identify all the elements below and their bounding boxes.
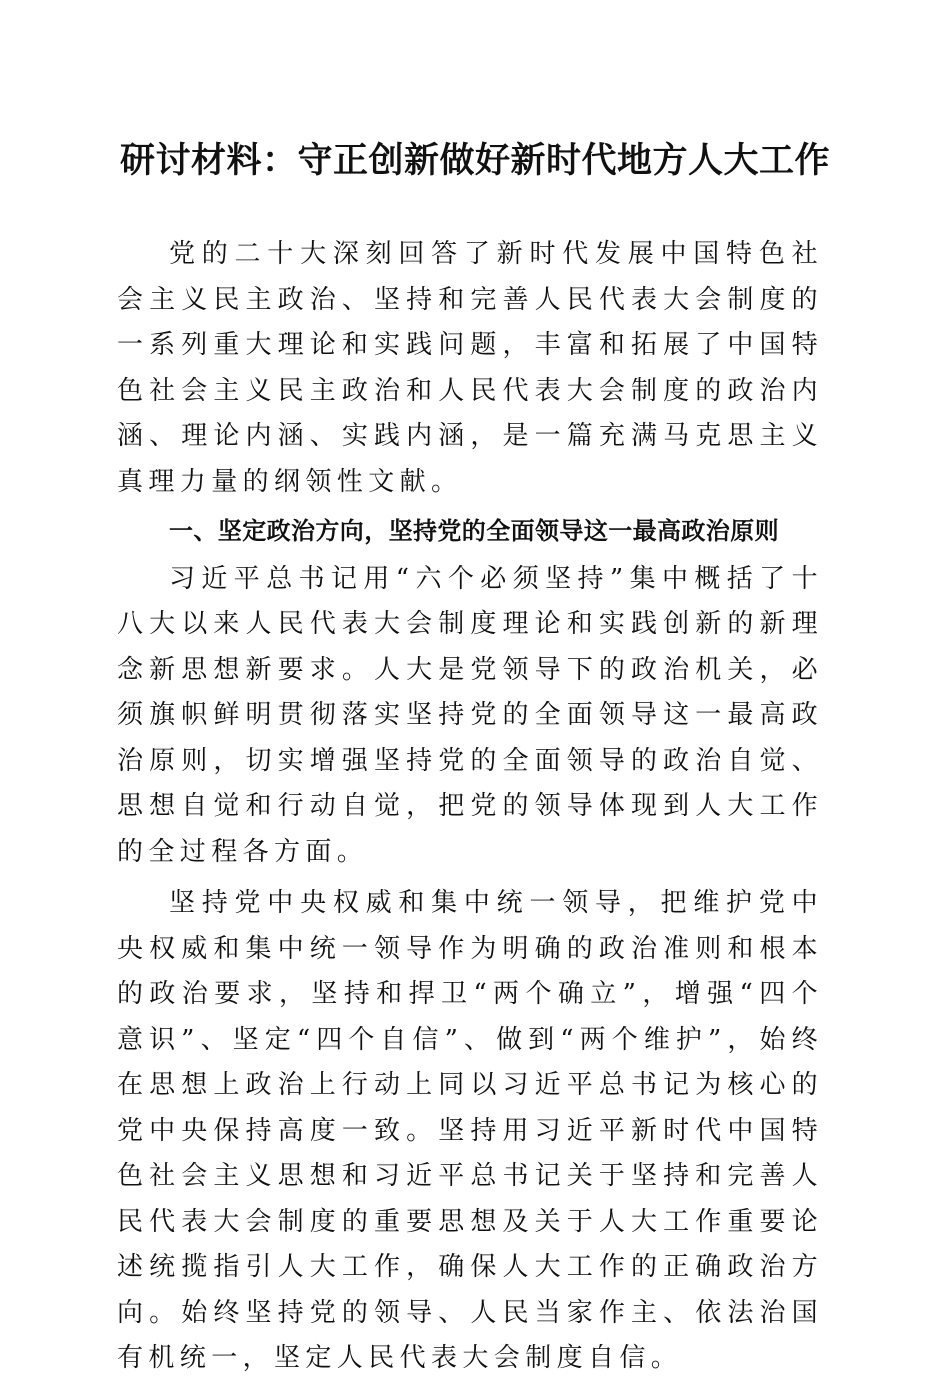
intro-paragraph: 党的二十大深刻回答了新时代发展中国特色社会主义民主政治、坚持和完善人民代表大会制度的一系列重大理论和实践问题，丰富和拓展了中国特色社会主义民主政治和人民代表大会制度的政治内涵、理论内涵、实践内涵，是一篇充满马克思主义真理力量的纲领性文献。 — [117, 239, 823, 497]
document-body — [117, 232, 823, 1384]
body-paragraph-2: 坚持党中央权威和集中统一领导，把维护党中央权威和集中统一领导作为明确的政治准则和根本的政治要求，坚持和捍卫“两个确立”，增强“四个意识”、坚定“四个自信”、做到“两个维护”，始终在思想上政治上行动上同以习近平总书记为核心的党中央保持高度一致。坚持用习近平新时代中国特色社会主义思想和习近平总书记关于坚持和完善人民代表大会制度的重要思想及关于人大工作重要论述统揽指引人大工作，确保人大工作的正确政治方向。始终坚持党的领导、人民当家作主、依法治国有机统一，坚定人民代表大会制度自信。 — [117, 888, 823, 1373]
document-title: 研讨材料：守正创新做好新时代地方人大工作 — [119, 140, 830, 181]
body-paragraph-1: 习近平总书记用“六个必须坚持”集中概括了十八大以来人民代表大会制度理论和实践创新的新理念新思想新要求。人大是党领导下的政治机关，必须旗帜鲜明贯彻落实坚持党的全面领导这一最高政治原则，切实增强坚持党的全面领导的政治自觉、思想自觉和行动自觉，把党的领导体现到人大工作的全过程各方面。 — [117, 563, 823, 867]
section-heading-1: 一、坚定政治方向，坚持党的全面领导这一最高政治原则 — [169, 517, 779, 545]
